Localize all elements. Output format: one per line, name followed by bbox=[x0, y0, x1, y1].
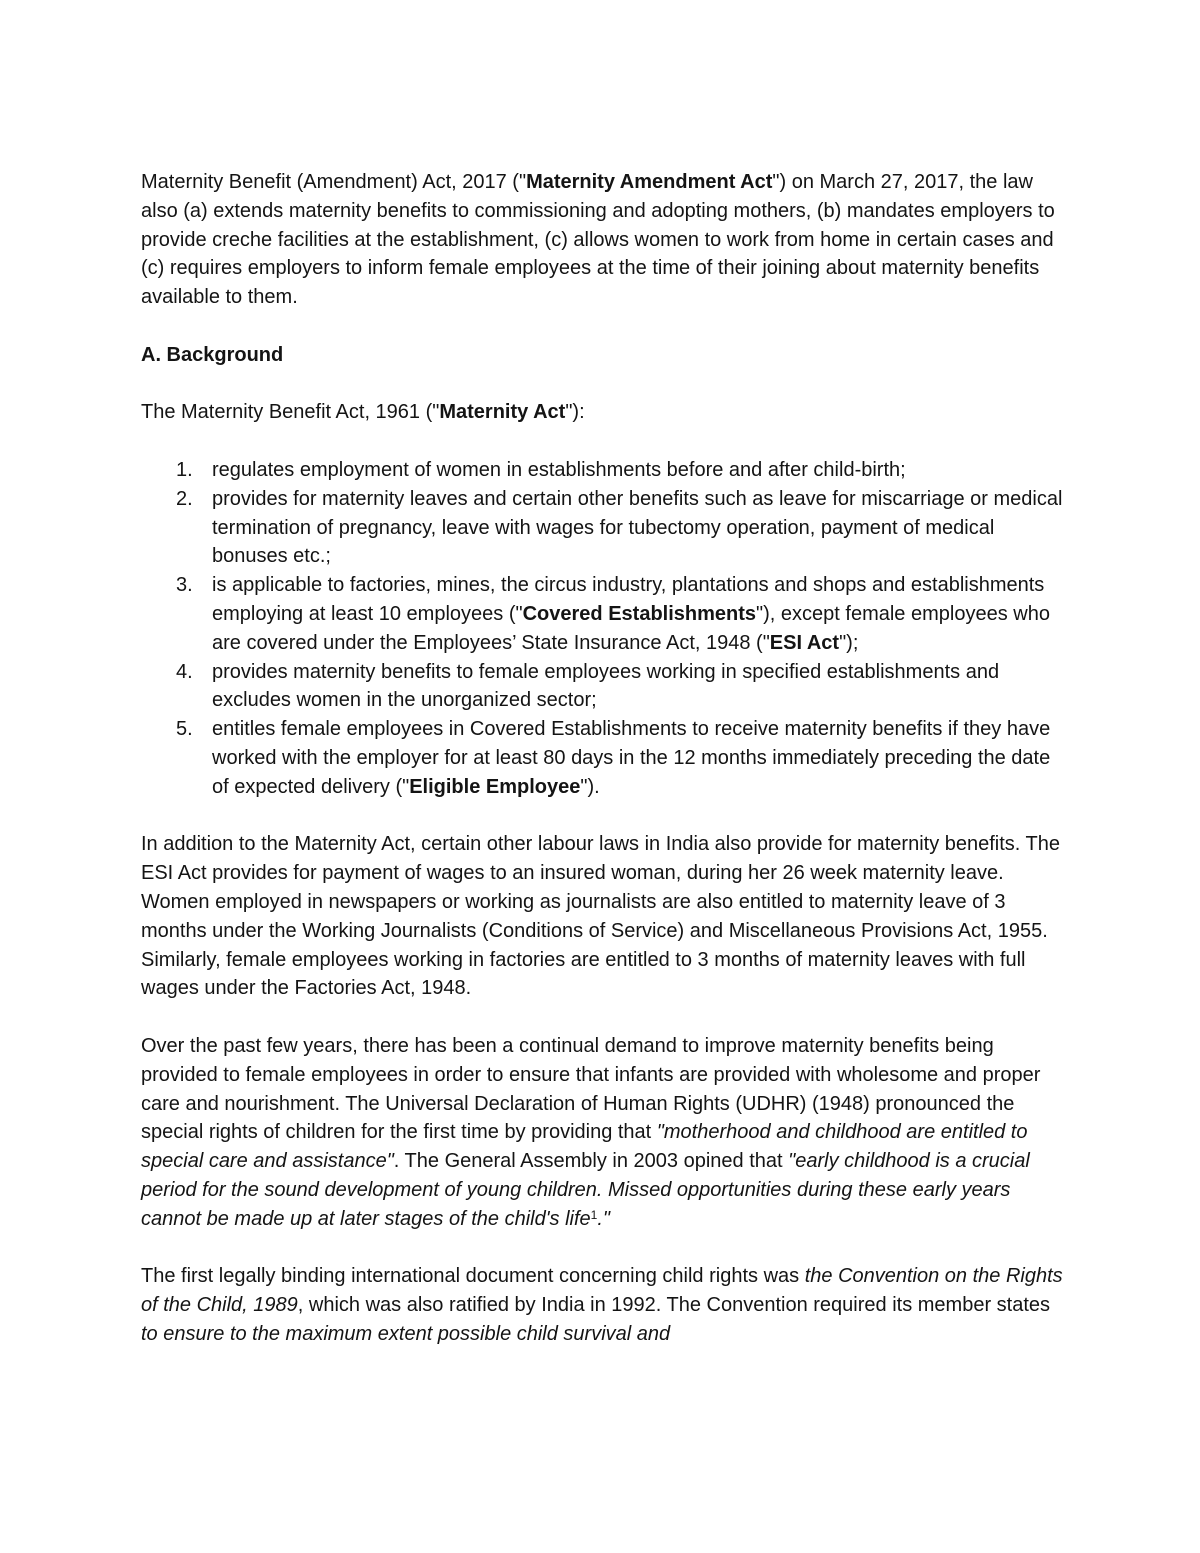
list-item-number: 1. bbox=[176, 458, 193, 481]
list-item-number: 4. bbox=[176, 660, 193, 683]
list-item bbox=[141, 715, 1071, 801]
intro-text: Maternity Benefit (Amendment) Act, 2017 (" bbox=[141, 171, 527, 193]
intro-paragraph bbox=[141, 168, 1071, 312]
maternity-act-intro-text: The Maternity Benefit Act, 1961 (" bbox=[141, 401, 440, 424]
general-assembly-quote: "early childhood is a crucial period for the sound development of young children. Missed opportunities during these early years cannot be made up at later stages of the child's life bbox=[141, 1150, 1030, 1230]
convention-title: the Convention on the Rights of the Child, 1989 bbox=[141, 1265, 1063, 1317]
list-item-number: 3. bbox=[176, 574, 193, 597]
convention-paragraph bbox=[141, 1262, 1071, 1348]
list-item-text-close: "); bbox=[839, 631, 859, 654]
section-heading: A. Background bbox=[141, 343, 284, 366]
convention-requirement: to ensure to the maximum extent possible child survival and bbox=[141, 1322, 671, 1345]
list-item-number: 5. bbox=[176, 718, 193, 741]
intro-text-cont: ") on March 27, 2017, the law also (a) extends maternity benefits to commissioning and adopting mothers, (b) mandates employers to provide creche facilities at the establishment, (c) allows women to work from home in certain cases and (c) requires employers to inform female employees at the time of their joining about maternity benefits available to them. bbox=[141, 171, 1055, 309]
defined-term-covered-establishments: Covered Establishments bbox=[522, 602, 757, 625]
list-item-text-cont: "), except female employees who are covered under the Employees’ State Insurance Act, 1948 (" bbox=[212, 602, 1050, 654]
defined-term-maternity-amendment-act: Maternity Amendment Act bbox=[526, 171, 773, 193]
list-item-text: regulates employment of women in establishments before and after child-birth; bbox=[212, 458, 906, 481]
document-body bbox=[141, 168, 1071, 1349]
list-item-text: entitles female employees in Covered Establishments to receive maternity benefits if they have worked with the employer for at least 80 days in the 12 months immediately preceding the date of expected delivery (" bbox=[212, 718, 1051, 798]
list-item-text: provides for maternity leaves and certain other benefits such as leave for miscarriage or medical termination of pregnancy, leave with wages for tubectomy operation, payment of medical bonuses etc.; bbox=[212, 487, 1063, 568]
defined-term-esi-act: ESI Act bbox=[769, 631, 840, 654]
udhr-quote: "motherhood and childhood are entitled to special care and assistance" bbox=[141, 1121, 1028, 1173]
other-labour-laws-paragraph: In addition to the Maternity Act, certain other labour laws in India also provide for maternity benefits. The ESI Act provides for payment of wages to an insured woman, during her 26 week maternity leave. Women employed in newspapers or working as journalists are also entitled to maternity leave of 3 months under the Working Journalists (Conditions of Service) and Miscellaneous Provisions Act, 1955. Similarly, female employees working in factories are entitled to 3 months of maternity leaves with full wages under the Factories Act, 1948. bbox=[141, 833, 1061, 1000]
general-assembly-quote-close: ." bbox=[597, 1207, 610, 1230]
udhr-paragraph bbox=[141, 1032, 1071, 1234]
list-item bbox=[141, 485, 1071, 571]
maternity-act-intro-close: "): bbox=[565, 401, 585, 424]
footnote-marker[interactable]: 1 bbox=[590, 1207, 598, 1222]
list-item bbox=[141, 571, 1071, 657]
list-item-text-close: "). bbox=[580, 775, 600, 798]
list-item bbox=[141, 658, 1071, 716]
list-item-number: 2. bbox=[176, 487, 193, 510]
udhr-text-cont: . The General Assembly in 2003 opined that bbox=[393, 1150, 789, 1173]
maternity-act-intro bbox=[141, 398, 1071, 427]
list-item-text: provides maternity benefits to female employees working in specified establishments and excludes women in the unorganized sector; bbox=[212, 660, 1000, 712]
defined-term-maternity-act: Maternity Act bbox=[439, 401, 566, 424]
list-item-text: is applicable to factories, mines, the circus industry, plantations and shops and establishments employing at least 10 employees (" bbox=[212, 574, 1045, 625]
maternity-act-provisions-list bbox=[141, 456, 1071, 802]
convention-text: The first legally binding international document concerning child rights was bbox=[141, 1265, 805, 1288]
udhr-text: Over the past few years, there has been a continual demand to improve maternity benefits being provided to female employees in order to ensure that infants are provided with wholesome and proper care and nourishment. The Universal Declaration of Human Rights (UDHR) (1948) pronounced the special rights of children for the first time by providing that bbox=[141, 1034, 1041, 1144]
list-item bbox=[141, 456, 1071, 485]
defined-term-eligible-employee: Eligible Employee bbox=[409, 775, 581, 798]
convention-text-cont: , which was also ratified by India in 1992. The Convention required its member states bbox=[297, 1294, 1051, 1317]
